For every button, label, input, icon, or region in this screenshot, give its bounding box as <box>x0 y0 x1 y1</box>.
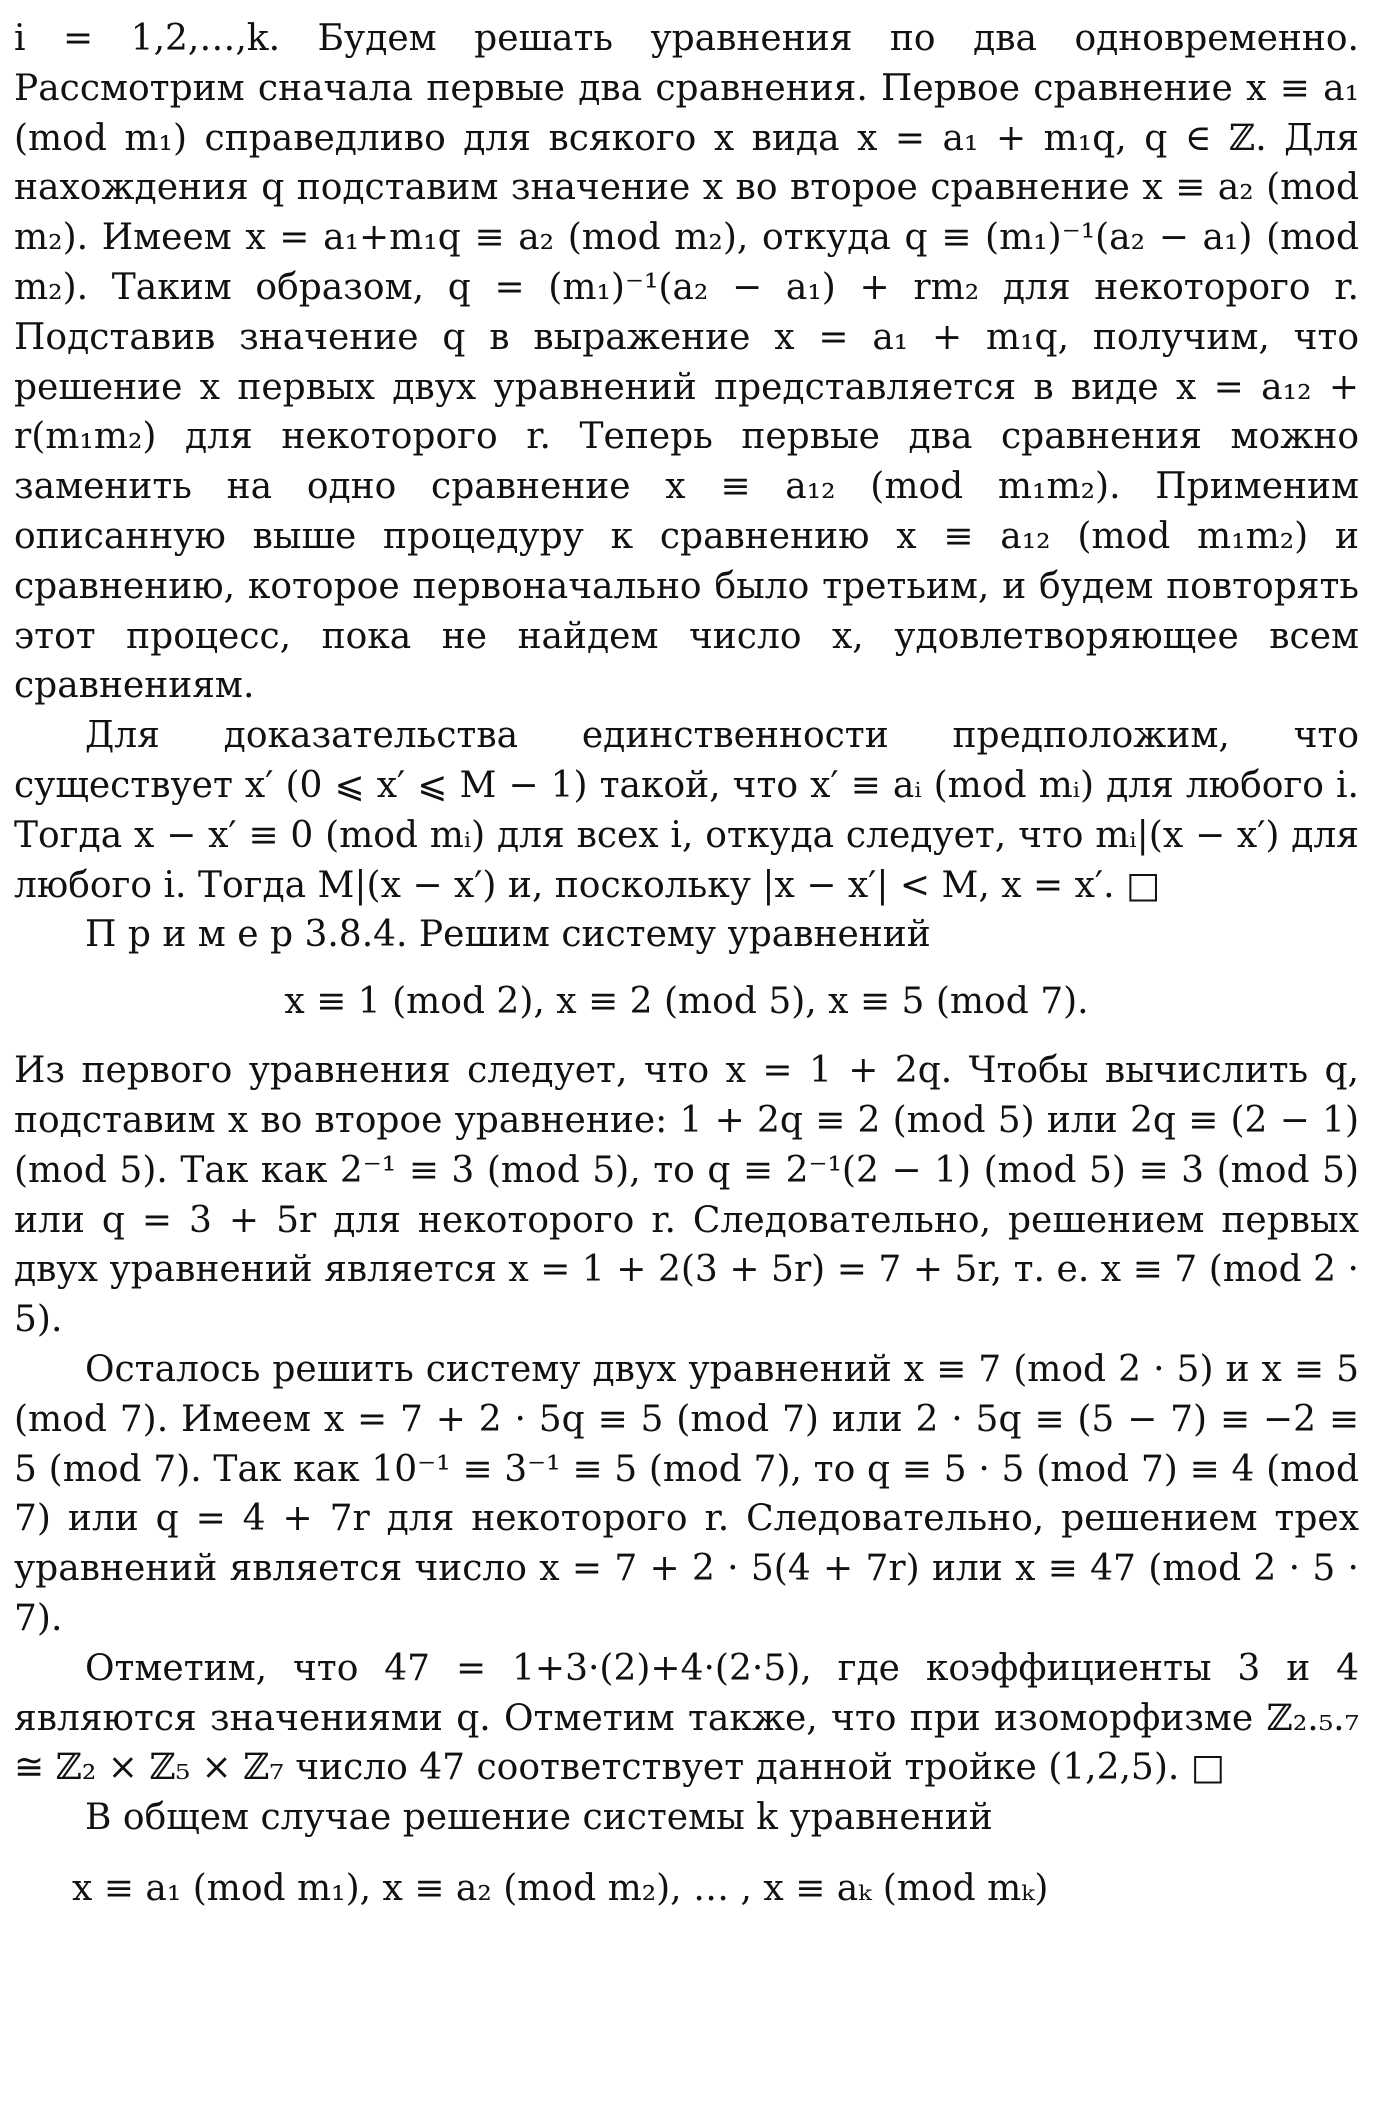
paragraph-proof-existence: i = 1,2,…,k. Будем решать уравнения по два одновременно. Рассмотрим сначала первые два сравнения. Первое сравнение x ≡ a₁ (mod m₁) справедливо для всякого x вида x = a₁ + m₁q, q ∈ ℤ. Для нахождения q подставим значение x во второе сравнение x ≡ a₂ (mod m₂). Имеем x = a₁+m₁q ≡ a₂ (mod m₂), откуда q ≡ (m₁)⁻¹(a₂ − a₁) (mod m₂). Таким образом, q = (m₁)⁻¹(a₂ − a₁) + rm₂ для некоторого r. Подставив значение q в выражение x = a₁ + m₁q, получим, что решение x первых двух уравнений представляется в виде x = a₁₂ + r(m₁m₂) для некоторого r. Теперь первые два сравнения можно заменить на одно сравнение x ≡ a₁₂ (mod m₁m₂). Применим описанную выше процедуру к сравнению x ≡ a₁₂ (mod m₁m₂) и сравнению, которое первоначально было третьим, и будем повторять этот процесс, пока не найдем число x, удовлетворяющее всем сравнениям. <box>14 18 1359 707</box>
document-page <box>14 14 1359 1933</box>
paragraph-example-intro: П р и м е р 3.8.4. Решим систему уравнений <box>85 914 931 956</box>
paragraph-step-one: Из первого уравнения следует, что x = 1 + 2q. Чтобы вычислить q, подставим x во второе уравнение: 1 + 2q ≡ 2 (mod 5) или 2q ≡ (2 − 1) (mod 5). Так как 2⁻¹ ≡ 3 (mod 5), то q ≡ 2⁻¹(2 − 1) (mod 5) ≡ 3 (mod 5) или q = 3 + 5r для некоторого r. Следовательно, решением первых двух уравнений является x = 1 + 2(3 + 5r) = 7 + 5r, т. е. x ≡ 7 (mod 2 · 5). <box>14 1050 1359 1341</box>
paragraph-remark: Отметим, что 47 = 1+3·(2)+4·(2·5), где коэффициенты 3 и 4 являются значениями q. Отметим также, что при изоморфизме ℤ₂.₅.₇ ≅ ℤ₂ × ℤ₅ × ℤ₇ число 47 соответствует данной тройке (1,2,5). □ <box>14 1647 1359 1789</box>
display-general-system: x ≡ a₁ (mod m₁), x ≡ a₂ (mod m₂), … , x ≡ aₖ (mod mₖ) <box>72 1867 1049 1909</box>
paragraph-step-two: Осталось решить систему двух уравнений x ≡ 7 (mod 2 · 5) и x ≡ 5 (mod 7). Имеем x = 7 + 2 · 5q ≡ 5 (mod 7) или 2 · 5q ≡ (5 − 7) ≡ −2 ≡ 5 (mod 7). Так как 10⁻¹ ≡ 3⁻¹ ≡ 5 (mod 7), то q ≡ 5 · 5 (mod 7) ≡ 4 (mod 7) или q = 4 + 7r для некоторого r. Следовательно, решением трех уравнений является число x = 7 + 2 · 5(4 + 7r) или x ≡ 47 (mod 2 · 5 · 7). <box>14 1348 1359 1639</box>
paragraph-proof-uniqueness: Для доказательства единственности предположим, что существует x′ (0 ⩽ x′ ⩽ M − 1) такой, что x′ ≡ aᵢ (mod mᵢ) для любого i. Тогда x − x′ ≡ 0 (mod mᵢ) для всех i, откуда следует, что mᵢ|(x − x′) для любого i. Тогда M|(x − x′) и, поскольку |x − x′| < M, x = x′. □ <box>14 715 1359 906</box>
display-equation-system: x ≡ 1 (mod 2), x ≡ 2 (mod 5), x ≡ 5 (mod 7). <box>284 981 1089 1023</box>
paragraph-general-case: В общем случае решение системы k уравнений <box>85 1797 993 1839</box>
